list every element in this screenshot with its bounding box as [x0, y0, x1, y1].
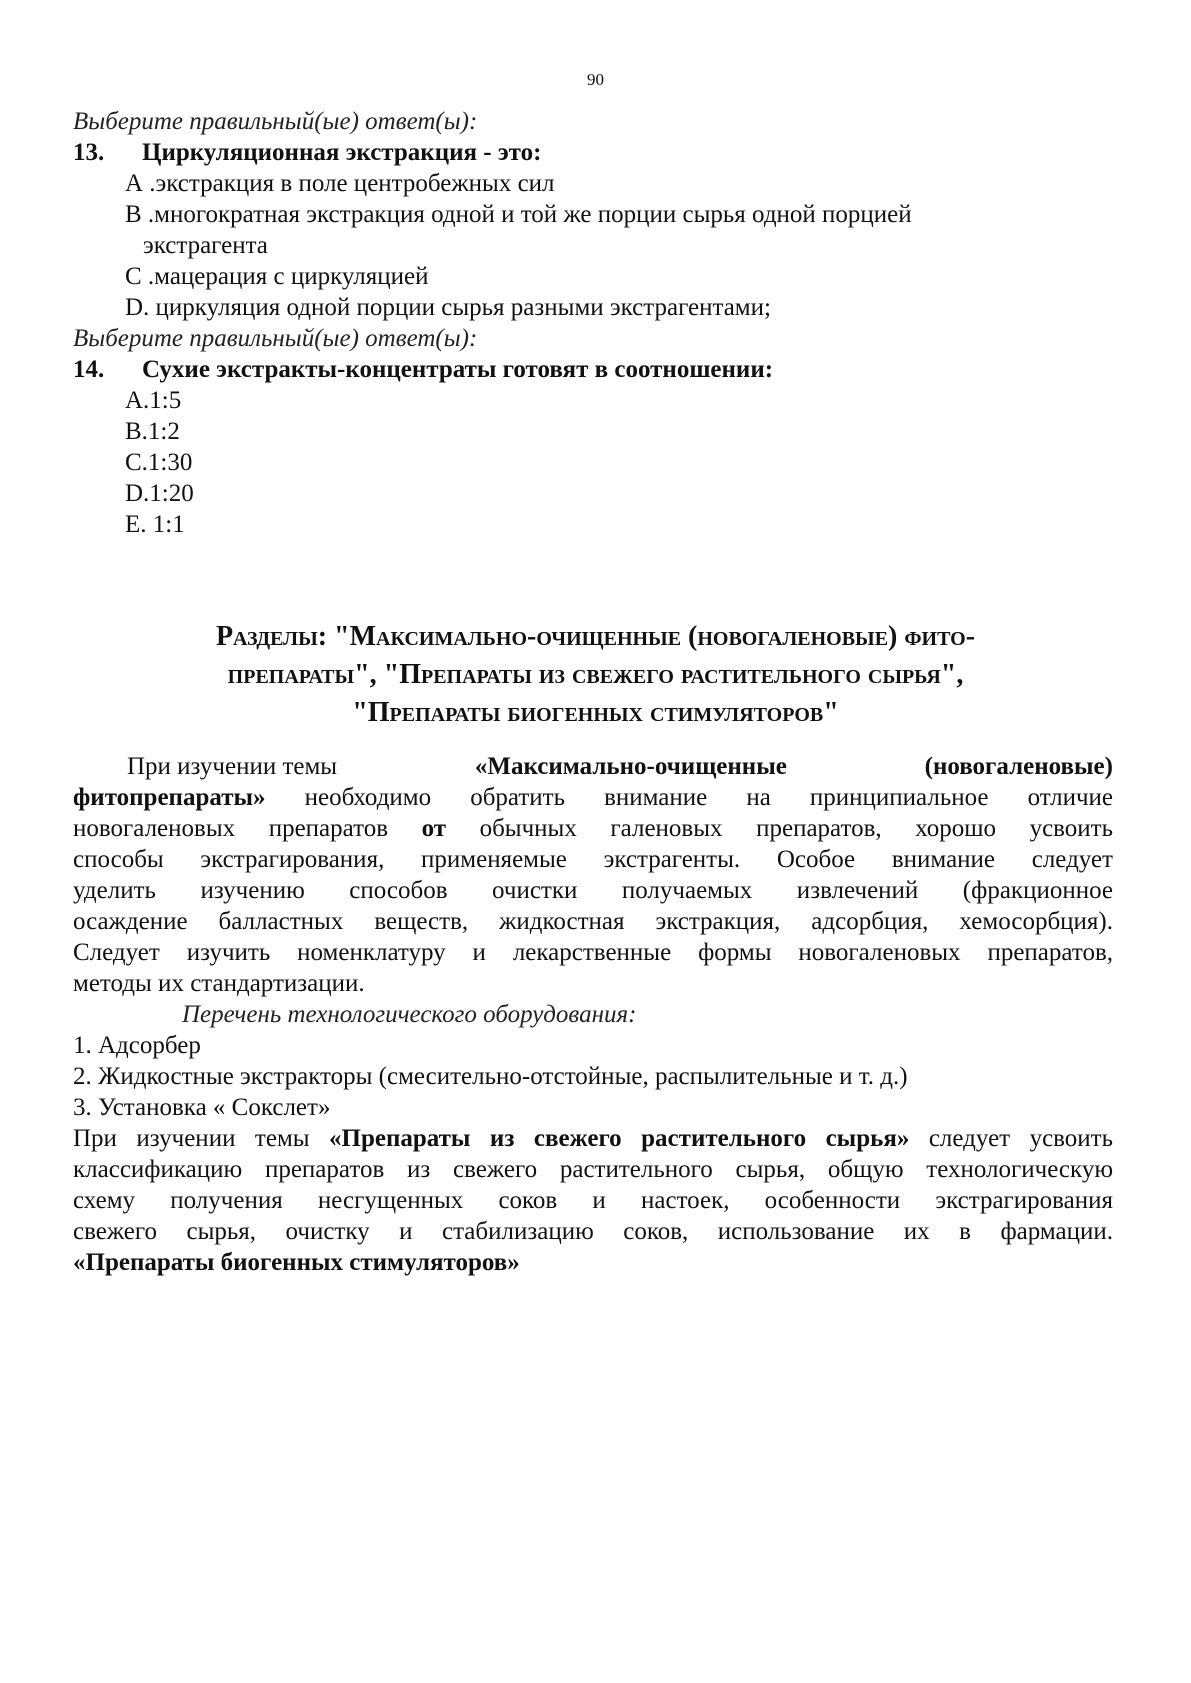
para1-text: При изучении темы: [127, 753, 338, 780]
para1-line: [127, 751, 1113, 783]
para1-topic: фитопрепараты»: [73, 784, 266, 811]
para2-line: свежего сырья, очистку и стабилизацию соков, использование их в фармации.: [73, 1218, 1113, 1245]
q13-number: 13.: [73, 139, 105, 166]
q14-option-e: Е. 1:1: [125, 511, 185, 538]
para1-text: новогаленовых препаратов: [73, 815, 422, 842]
q13-option-b: В .многократная экстракция одной и той же порции сырья одной порцией: [125, 201, 912, 228]
para1-line: уделить изучению способов очистки получаемых извлечений (фракционное: [73, 877, 1113, 904]
para2-line: [73, 1123, 1113, 1155]
equipment-item: 2. Жидкостные экстракторы (смесительно-отстойные, распылительные и т. д.): [73, 1063, 908, 1090]
q14-number: 14.: [73, 356, 105, 383]
q14-option-c: С.1:30: [125, 449, 193, 476]
section-heading-line: препараты", "Препараты из свежего растительного сырья",: [227, 659, 964, 690]
para1-topic: (новогаленовые): [924, 753, 1113, 780]
q14-option-d: D.1:20: [125, 480, 194, 507]
q13-instruction: Выберите правильный(ые) ответ(ы):: [73, 108, 478, 135]
para1-line: осаждение балластных веществ, жидкостная экстракция, адсорбция, хемосорбция).: [73, 908, 1113, 935]
section-heading: [60, 618, 1131, 732]
para2-text: следует усвоить: [909, 1125, 1114, 1152]
equipment-item: 3. Установка « Сокслет»: [73, 1094, 331, 1121]
q14-option-b: В.1:2: [125, 418, 180, 445]
q13-option-b-cont: экстрагента: [143, 232, 268, 259]
section-heading-line: "Препараты биогенных стимуляторов": [352, 697, 839, 728]
q14-question: Сухие экстракты-концентраты готовят в соотношении:: [142, 356, 774, 383]
para2-topic: «Препараты из свежего растительного сырья»: [329, 1125, 910, 1152]
para1-text: необходимо обратить внимание на принципиальное отличие: [265, 784, 1113, 811]
q13-option-c: С .мацерация с циркуляцией: [125, 263, 429, 290]
q13-question: Циркуляционная экстракция - это:: [142, 139, 542, 166]
para1-line: методы их стандартизации.: [73, 970, 365, 997]
para1-line: способы экстрагирования, применяемые экстрагенты. Особое внимание следует: [73, 846, 1113, 873]
equipment-item: 1. Адсорбер: [73, 1032, 201, 1059]
para1-line: Следует изучить номенклатуру и лекарственные формы новогаленовых препаратов,: [73, 939, 1113, 966]
para1-emphasis: от: [421, 815, 447, 842]
q13-option-a: А .экстракция в поле центробежных сил: [125, 170, 555, 197]
q14-instruction: Выберите правильный(ые) ответ(ы):: [73, 325, 478, 352]
para1-text: обычных галеновых препаратов, хорошо усвоить: [446, 815, 1113, 842]
equipment-title: Перечень технологического оборудования:: [182, 1001, 637, 1028]
page-number: 90: [587, 70, 604, 89]
para2-line: схему получения несгущенных соков и настоек, особенности экстрагирования: [73, 1187, 1113, 1214]
para1-line: [73, 782, 1113, 814]
q14-option-a: А.1:5: [125, 387, 182, 414]
section-heading-line: Разделы: "Максимально-очищенные (новогаленовые) фито-: [215, 621, 976, 652]
para1-topic: «Максимально-очищенные: [474, 753, 787, 780]
para2-line: классификацию препаратов из свежего растительного сырья, общую технологическую: [73, 1156, 1113, 1183]
para1-line: [73, 813, 1113, 845]
q13-option-d: D. циркуляция одной порции сырья разными экстрагентами;: [125, 294, 771, 321]
para2-text: При изучении темы: [73, 1125, 330, 1152]
para2-topic-line: «Препараты биогенных стимуляторов»: [73, 1249, 520, 1276]
